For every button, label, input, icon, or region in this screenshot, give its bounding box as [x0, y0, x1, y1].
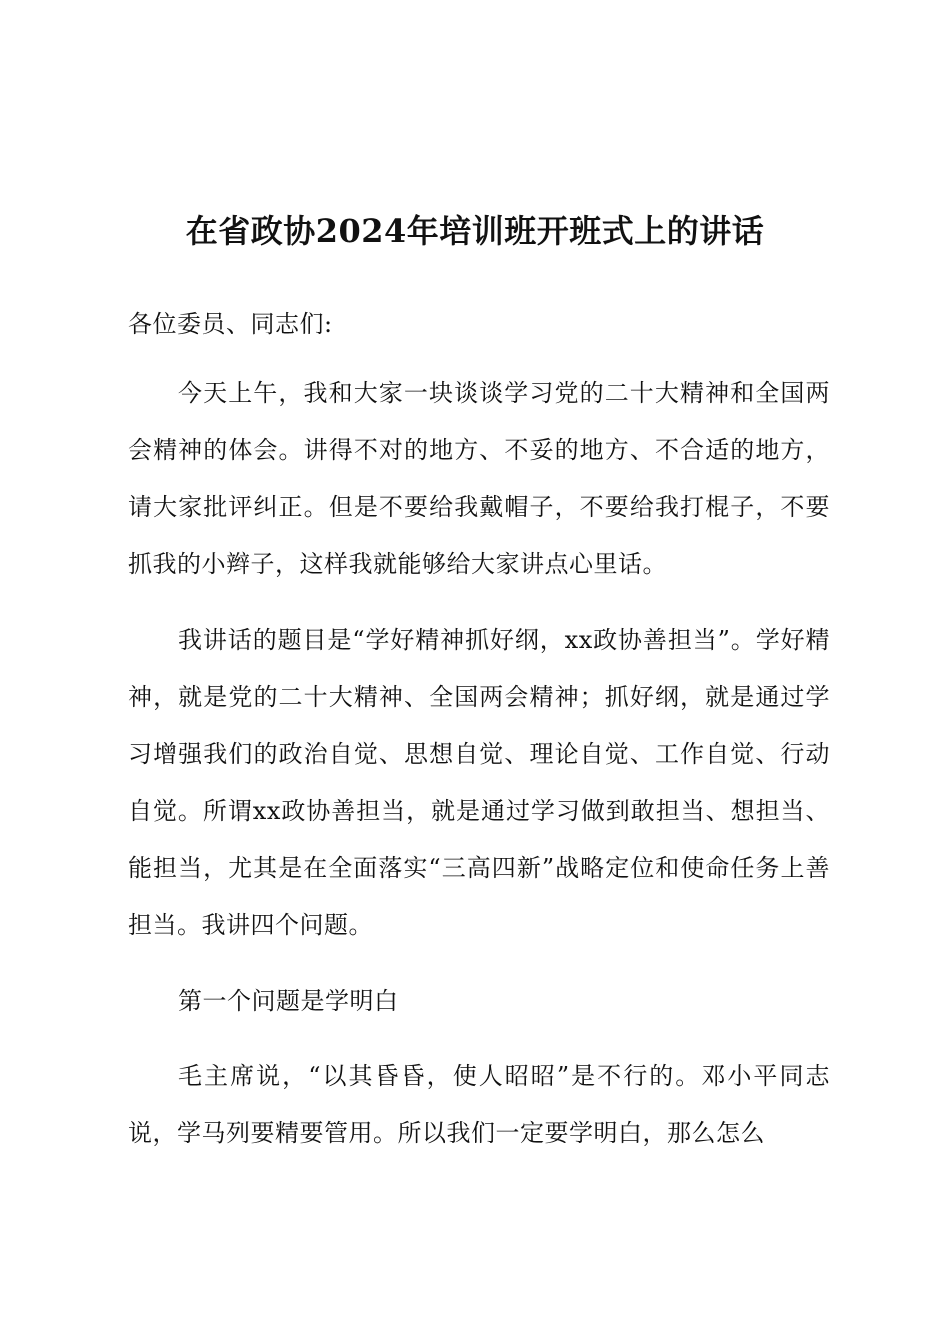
paragraph-intro: 今天上午，我和大家一块谈谈学习党的二十大精神和全国两会精神的体会。讲得不对的地方、不妥的地方、不合适的地方，请大家批评纠正。但是不要给我戴帽子，不要给我打棍子，不要抓我的小辫子，这样我就能够给大家讲点心里话。: [128, 379, 830, 578]
document-title: 在省政协2024年培训班开班式上的讲话: [185, 212, 765, 250]
section-heading-first-issue: 第一个问题是学明白: [178, 987, 399, 1015]
greeting: 各位委员、同志们:: [128, 310, 333, 338]
paragraph-topic: 我讲话的题目是“学好精神抓好纲，xx政协善担当”。学好精神，就是党的二十大精神、全国两会精神；抓好纲，就是通过学习增强我们的政治自觉、思想自觉、理论自觉、工作自觉、行动自觉。所谓xx政协善担当，就是通过学习做到敢担当、想担当、能担当，尤其是在全面落实“三高四新”战略定位和使命任务上善担当。我讲四个问题。: [128, 626, 830, 939]
paragraph-first-issue-body: 毛主席说，“以其昏昏，使人昭昭”是不行的。邓小平同志说，学马列要精要管用。所以我们一定要学明白，那么怎么: [128, 1062, 830, 1147]
